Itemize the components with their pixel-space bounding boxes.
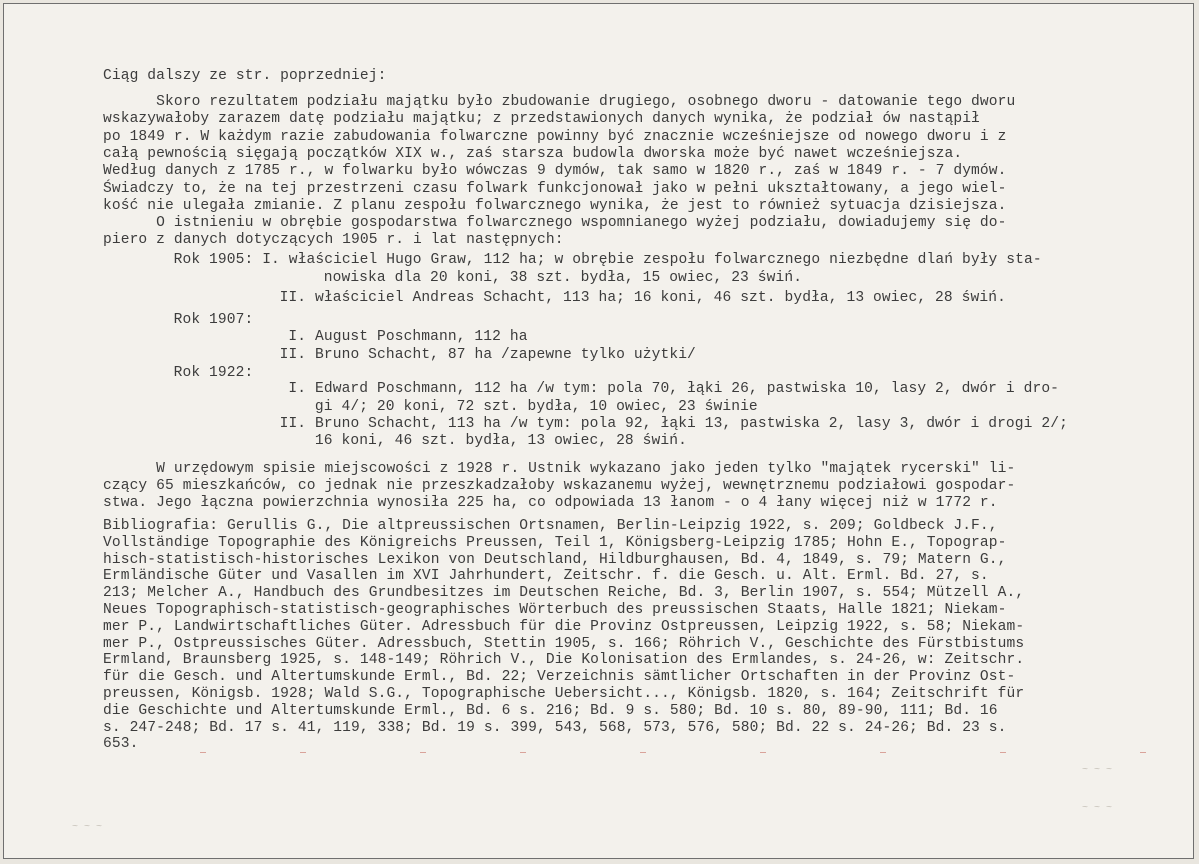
bibliography-line: Vollständige Topographie des Königreichs Preussen, Teil 1, Königsberg-Leipzig 1785; Hohn E., Topograp- xyxy=(103,534,1007,551)
record-line: Rok 1922: xyxy=(173,365,254,381)
bibliography-line: s. 247-248; Bd. 17 s. 41, 119, 338; Bd. 19 s. 399, 543, 568, 573, 576, 580; Bd. 22 s. 24-26; Bd. 23 s. xyxy=(103,719,1007,736)
bibliography-line: mer P., Ostpreussisches Güter. Adressbuch, Stettin 1905, s. 166; Röhrich V., Geschichte des Fürstbistums xyxy=(103,635,1025,652)
ink-mark xyxy=(1140,752,1146,753)
paragraph-line: O istnieniu w obrębie gospodarstwa folwarcznego wspomnianego wyżej podziału, dowiadujemy się do- xyxy=(103,215,1007,231)
faint-stamp: ~ ~ ~ xyxy=(1082,765,1113,776)
paragraph-line: W urzędowym spisie miejscowości z 1928 r. Ustnik wykazano jako jeden tylko "majątek rycerski" li- xyxy=(103,461,1016,477)
record-line: II. Bruno Schacht, 113 ha /w tym: pola 92, łąki 13, pastwiska 2, lasy 3, dwór i drogi 2/; xyxy=(279,416,1068,432)
paragraph-line: Według danych z 1785 r., w folwarku było wówczas 9 dymów, tak samo w 1820 r., zaś w 1849 r. - 7 dymów. xyxy=(103,163,1007,180)
ink-mark xyxy=(880,752,886,753)
ink-mark xyxy=(520,752,526,753)
bibliography-line: hisch-statistisch-historisches Lexikon von Deutschland, Hildburghausen, Bd. 4, 1849, s. 79; Matern G., xyxy=(103,551,1007,568)
bibliography-line: 653. xyxy=(103,736,139,753)
ink-mark xyxy=(1000,752,1006,753)
record-line: gi 4/; 20 koni, 72 szt. bydła, 10 owiec, 23 świnie xyxy=(314,399,758,415)
bibliography-line: die Geschichte und Altertumskunde Erml., Bd. 6 s. 216; Bd. 9 s. 580; Bd. 10 s. 80, 89-90, 111; Bd. 16 xyxy=(103,702,998,719)
bibliography-line: Ermländische Güter und Vasallen im XVI Jahrhundert, Zeitschr. f. die Gesch. u. Alt. Erml. Bd. 27, s. xyxy=(103,568,989,585)
record-line: nowiska dla 20 koni, 38 szt. bydła, 15 owiec, 23 świń. xyxy=(323,270,803,286)
ink-mark xyxy=(420,752,426,753)
ink-mark xyxy=(640,752,646,753)
paragraph-line: kość nie ulegała zmianie. Z planu zespołu folwarcznego wynika, że jest to również sytuacja dzisiejsza. xyxy=(103,197,1007,214)
bibliography-line: preussen, Königsb. 1928; Wald S.G., Topographische Uebersicht..., Königsb. 1820, s. 164; Zeitschrift für xyxy=(103,686,1025,702)
record-line: 16 koni, 46 szt. bydła, 13 owiec, 28 świń. xyxy=(314,433,687,449)
record-line: II. Bruno Schacht, 87 ha /zapewne tylko użytki/ xyxy=(279,347,696,363)
record-line: Rok 1907: xyxy=(173,312,254,328)
faint-stamp: ~ ~ ~ xyxy=(1082,803,1113,814)
bibliography-line: Neues Topographisch-statistisch-geographisches Wörterbuch des preussischen Staats, Halle 1821; Niekam- xyxy=(103,602,1007,618)
paragraph-line: czący 65 mieszkańców, co jednak nie przeszkadzałoby wskazanemu wyżej, wewnętrznemu podziałowi gospodar- xyxy=(103,478,1016,494)
ink-mark xyxy=(200,752,206,753)
paragraph-line: całą pewnością sięgają początków XIX w., zaś starsza budowla dworska może być nawet wcześniejsza. xyxy=(103,145,963,162)
record-line: II. właściciel Andreas Schacht, 113 ha; 16 koni, 46 szt. bydła, 13 owiec, 28 świń. xyxy=(279,290,1006,306)
paragraph-line: Skoro rezultatem podziału majątku było zbudowanie drugiego, osobnego dworu - datowanie tego dworu xyxy=(103,94,1016,110)
paragraph-line: wskazywałoby zarazem datę podziału majątku; z przedstawionych danych wynika, że podział ów nastąpił xyxy=(103,111,980,128)
heading: Ciąg dalszy ze str. poprzedniej: xyxy=(103,68,387,84)
ink-mark xyxy=(300,752,306,753)
record-line: Rok 1905: I. właściciel Hugo Graw, 112 ha; w obrębie zespołu folwarcznego niezbędne dlań były sta- xyxy=(173,252,1042,268)
bibliography-line: 213; Melcher A., Handbuch des Grundbesitzes im Deutschen Reiche, Bd. 3, Berlin 1907, s. 554; Mützell A., xyxy=(103,585,1025,602)
paragraph-line: stwa. Jego łączna powierzchnia wynosiła 225 ha, co odpowiada 13 łanom - o 4 łany więcej niż w 1772 r. xyxy=(103,495,998,511)
bibliography-line: mer P., Landwirtschaftliches Güter. Adressbuch für die Provinz Ostpreussen, Leipzig 1922, s. 58; Niekam- xyxy=(103,618,1025,635)
bibliography-line: für die Gesch. und Altertumskunde Erml., Bd. 22; Verzeichnis sämtlicher Ortschaften in der Provinz Ost- xyxy=(103,669,1016,686)
ink-mark xyxy=(760,752,766,753)
record-line: I. Edward Poschmann, 112 ha /w tym: pola 70, łąki 26, pastwiska 10, lasy 2, dwór i dro- xyxy=(288,381,1060,397)
faint-stamp: ~ ~ ~ xyxy=(72,822,103,833)
record-line: I. August Poschmann, 112 ha xyxy=(288,329,528,345)
paragraph-line: Świadczy to, że na tej przestrzeni czasu folwark funkcjonował jako w pełni ukształtowany, a jego wiel- xyxy=(103,180,1007,197)
bibliography-line: Bibliografia: Gerullis G., Die altpreussischen Ortsnamen, Berlin-Leipzig 1922, s. 209; Goldbeck J.F., xyxy=(103,518,998,534)
bibliography-line: Ermland, Braunsberg 1925, s. 148-149; Röhrich V., Die Kolonisation des Ermlandes, s. 24-26, w: Zeitschr. xyxy=(103,652,1025,669)
paragraph-line: po 1849 r. W każdym razie zabudowania folwarczne powinny być znacznie wcześniejsze od nowego dworu i z xyxy=(103,128,1007,145)
paragraph-line: piero z danych dotyczących 1905 r. i lat następnych: xyxy=(103,232,564,248)
